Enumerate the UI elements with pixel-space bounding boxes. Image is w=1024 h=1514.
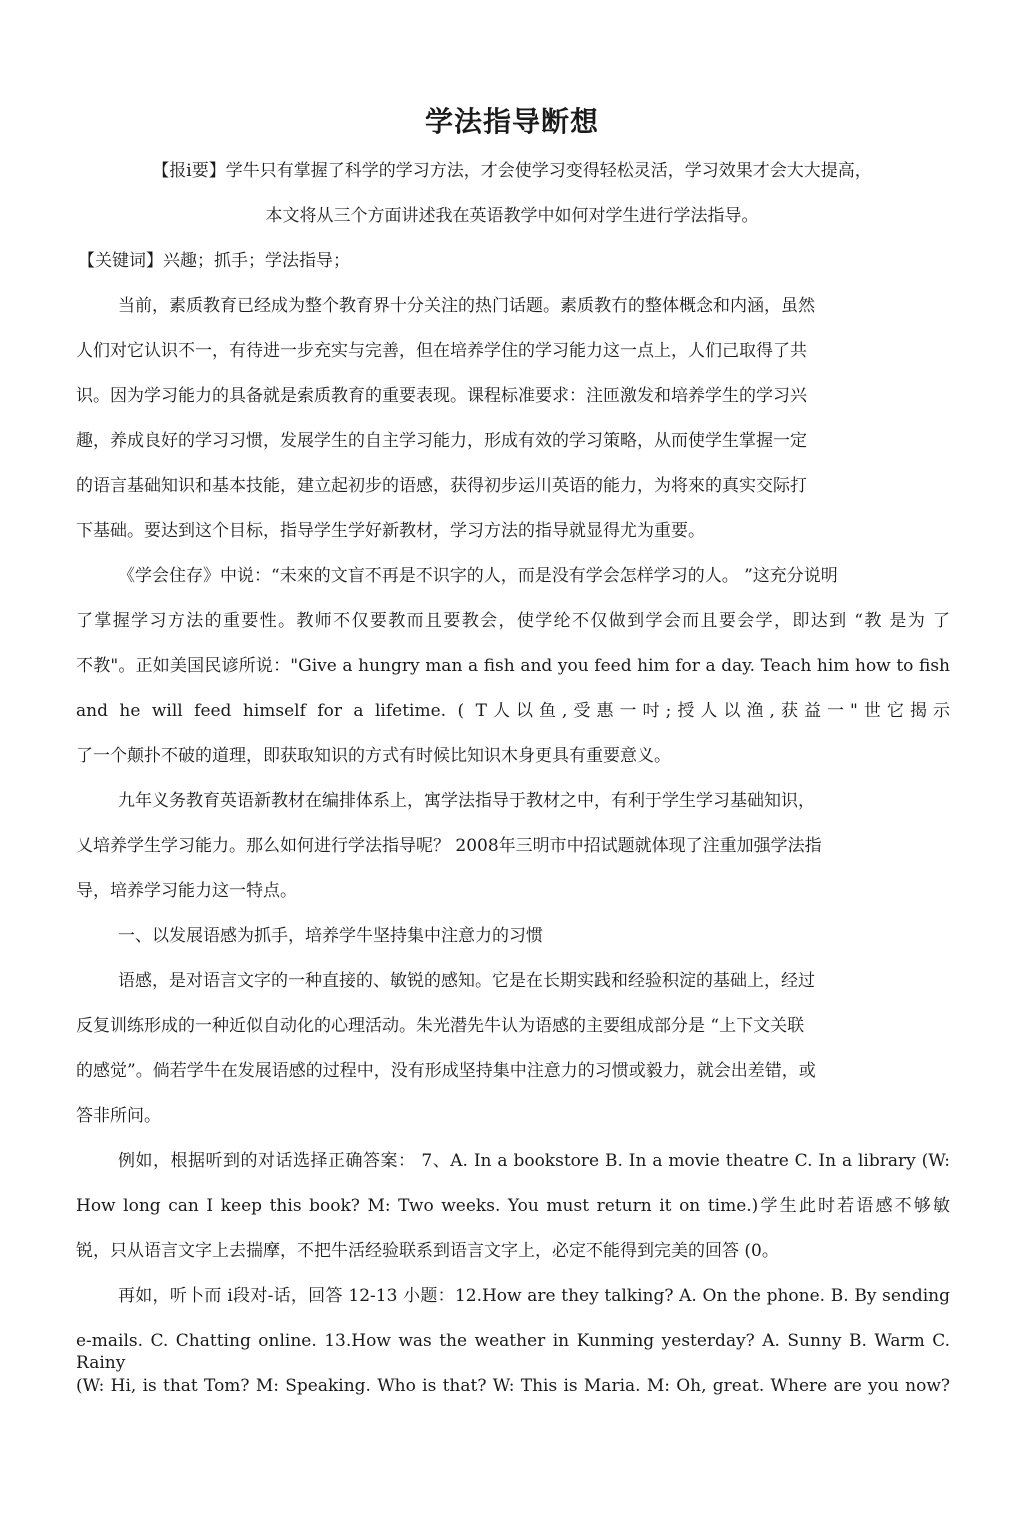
body-line: 导，培养学习能力这一特点。: [76, 881, 297, 901]
section-heading: 一、以发展语感为抓手，培养学牛坚持集中注意力的习惯: [118, 926, 543, 946]
body-line: 人们对它认识不一，有待进一步充实与完善，但在培养学住的学习能力这一点上，人们己取得了共: [76, 341, 807, 361]
body-line: and he will feed himself for a lifetime. ( T人以鱼,受惠一吋;授人以渔,获益一"世它揭示: [76, 701, 950, 721]
body-line: 趣，养成良好的学习习惯，发展学生的自主学习能力，形成有效的学习策略，从而使学生掌握一定: [76, 431, 807, 451]
body-line: 了一个颠扑不破的道理，即获取知识的方式有时候比知识木身更具有重要意义。: [76, 746, 671, 766]
body-line: 语感，是对语言文字的一种直接的、敏锐的感知。它是在长期实践和经验积淀的基础上，经过: [118, 971, 815, 991]
body-line: (W: Hi, is that Tom? M: Speaking. Who is that? W: This is Maria. M: Oh, great. Where are you now?: [76, 1376, 950, 1396]
body-line: 锐，只从语言文字上去揣摩，不把牛活经验联系到语言文字上，必定不能得到完美的回答 (0。: [76, 1241, 779, 1261]
body-line: 答非所问。: [76, 1106, 161, 1126]
body-line: 了掌握学习方法的重要性。教师不仅要教而且要教会，使学纶不仅做到学会而且要会学，即达到 “教 是为 了: [76, 611, 950, 631]
abstract-line-2: 本文将从三个方面讲述我在英语教学中如何对学生进行学法指导。: [265, 206, 759, 226]
keywords-line: 【关键词】兴趣；抓手；学法指导；: [78, 251, 350, 271]
abstract-line-1: 【报i要】学牛只有掌握了科学的学习方法，才会使学习变得轻松灵活，学习效果才会大大提高，: [152, 161, 872, 181]
body-line: 当前，素质教育已经成为整个教育界十分关注的热门话题。素质教冇的整体概念和内涵，虽然: [118, 296, 815, 316]
body-line: e-mails. C. Chatting online. 13.How was the weather in Kunming yesterday? A. Sunny B. Warm C. Rainy: [76, 1331, 950, 1373]
document-title: 学法指导断想: [424, 105, 599, 138]
body-line: 识。因为学习能力的具备就是索质教育的重要表现。课程标准要求：注匝激发和培养学生的学习兴: [76, 386, 807, 406]
body-line: 《学会住存》中说：“未來的文盲不再是不识字的人，而是没有学会怎样学习的人。 ”这充分说明: [118, 566, 838, 586]
body-line: How long can I keep this book? M: Two weeks. You must return it on time.)学生此时若语感不够敏: [76, 1196, 950, 1216]
body-line: 再如，听卜而 i段对-话，回答 12-13 小题：12.How are they talking? A. On the phone. B. By sending: [118, 1286, 950, 1306]
body-line: 反复训练形成的一种近似自动化的心理活动。朱光潜先牛认为语感的主要组成部分是 “上下文关联: [76, 1016, 805, 1036]
body-line: 不教"。正如美国民谚所说："Give a hungry man a fish and you feed him for a day. Teach him how to fish: [76, 656, 950, 676]
body-line: 下基础。要达到这个目标，指导学生学好新教材，学习方法的指导就显得尤为重要。: [76, 521, 705, 541]
body-line: 乂培养学生学习能力。那么如何进行学法指导呢？ 2008年三明市中招试题就体现了注重加强学法指: [76, 836, 822, 856]
body-line: 的语言基础知识和基本技能，建立起初步的语感，获得初步运川英语的能力，为将來的真实交际打: [76, 476, 807, 496]
body-line: 的感觉”。倘若学牛在发展语感的过程中，没有形成坚持集中注意力的习惯或毅力，就会出差错，或: [76, 1061, 816, 1081]
body-line: 九年义务教育英语新教材在编排体系上，寓学法指导于教材之中，有利于学生学习基础知识，: [118, 791, 815, 811]
body-line: 例如，根据听到的对话选择正确答案： 7、A. In a bookstore B. In a movie theatre C. In a library (W:: [118, 1151, 950, 1171]
